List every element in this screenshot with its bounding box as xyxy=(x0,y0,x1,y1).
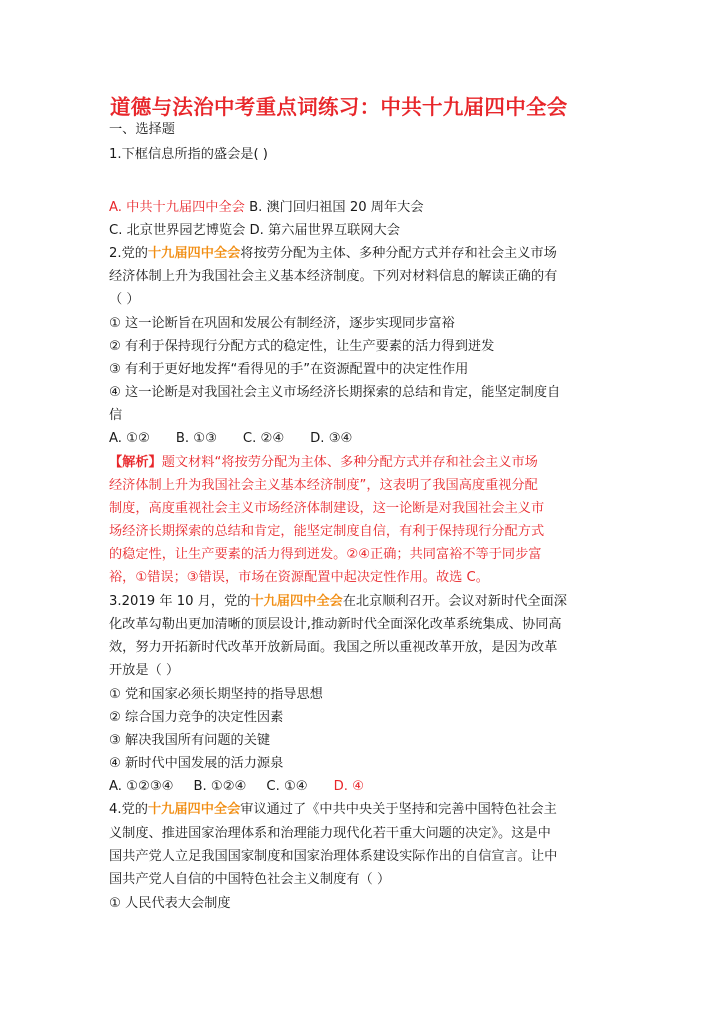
q3-option-c: C. ①④ xyxy=(266,779,308,794)
q4-stem-prefix: 4.党的 xyxy=(109,802,148,817)
q2-item-4-line2: 信 xyxy=(109,408,123,423)
q3-option-d: D. ④ xyxy=(333,779,364,794)
q3-item-4: ④ 新时代中国发展的活力源泉 xyxy=(109,756,284,771)
q3-item-2: ② 综合国力竞争的决定性因素 xyxy=(109,710,284,725)
q2-stem-line2: 经济体制上升为我国社会主义基本经济制度。下列对材料信息的解读正确的有 xyxy=(109,269,558,284)
q2-stem-suffix: 将按劳分配为主体、多种分配方式并存和社会主义市场 xyxy=(240,246,557,261)
q2-analysis-line3: 制度，高度重视社会主义市场经济体制建设，这一论断是对我国社会主义市 xyxy=(109,501,545,516)
q1-stem: 1.下框信息所指的盛会是( ) xyxy=(109,147,268,162)
q2-option-d: D. ③④ xyxy=(310,431,353,446)
q4-stem-line1 xyxy=(109,801,557,819)
q3-item-3: ③ 解决我国所有问题的关键 xyxy=(109,733,271,748)
q2-item-4-line1: ④ 这一论断是对我国社会主义市场经济长期探索的总结和肯定，能坚定制度自 xyxy=(109,385,561,400)
q2-option-c: C. ②④ xyxy=(242,431,285,446)
q1-options-ab xyxy=(109,199,424,217)
q2-stem-prefix: 2.党的 xyxy=(109,246,148,261)
q4-stem-line2: 义制度、推进国家治理体系和治理能力现代化若干重大问题的决定》。这是中 xyxy=(109,826,551,841)
q2-keyword: 十九届四中全会 xyxy=(147,246,241,261)
q3-keyword: 十九届四中全会 xyxy=(250,594,343,609)
q2-option-a: A. ①② xyxy=(109,431,150,446)
section-heading: 一、选择题 xyxy=(109,122,175,137)
q4-stem-line4: 国共产党人自信的中国特色社会主义制度有（ ） xyxy=(109,872,391,887)
q4-stem-suffix: 审议通过了《中共中央关于坚持和完善中国特色社会主 xyxy=(240,802,557,817)
q2-analysis-line5: 的稳定性，让生产要素的活力得到迸发。②④正确；共同富裕不等于同步富 xyxy=(109,547,542,562)
q2-analysis-line6: 裕，①错误；③错误，市场在资源配置中起决定性作用。故选 C。 xyxy=(109,570,489,585)
q2-item-3: ③ 有利于更好地发挥“看得见的手”在资源配置中的决定性作用 xyxy=(109,362,469,377)
q1-option-b: B. 澳门回归祖国 20 周年大会 xyxy=(244,200,424,215)
page-title: 道德与法治中考重点词练习：中共十九届四中全会 xyxy=(110,95,568,119)
q3-option-b: B. ①②④ xyxy=(193,779,247,794)
q3-item-1: ① 党和国家必须长期坚持的指导思想 xyxy=(109,687,323,702)
q3-stem-suffix: 在北京顺利召开。会议对新时代全面深 xyxy=(342,594,567,609)
q4-keyword: 十九届四中全会 xyxy=(147,802,241,817)
q2-options xyxy=(109,430,352,448)
q2-item-2: ② 有利于保持现行分配方式的稳定性，让生产要素的活力得到迸发 xyxy=(109,339,495,354)
q3-options xyxy=(109,778,364,796)
q1-option-a: A. 中共十九届四中全会 xyxy=(109,200,245,215)
q2-stem-line3: （ ） xyxy=(109,292,140,307)
analysis-tag: 【解析】 xyxy=(109,455,162,470)
q2-option-b: B. ①③ xyxy=(175,431,217,446)
q3-stem-line4: 开放是（ ） xyxy=(109,663,180,678)
q3-stem-line2: 化改革勾勒出更加清晰的顶层设计,推动新时代全面深化改革系统集成、协同高 xyxy=(109,617,562,632)
q3-option-a: A. ①②③④ xyxy=(109,779,174,794)
analysis-text-1: 题文材料“将按劳分配为主体、多种分配方式并存和社会主义市场 xyxy=(161,455,538,470)
q2-analysis-line1 xyxy=(109,454,538,472)
q4-stem-line3: 国共产党人立足我国国家制度和国家治理体系建设实际作出的自信宣言。让中 xyxy=(109,849,558,864)
q2-item-1: ① 这一论断旨在巩固和发展公有制经济，逐步实现同步富裕 xyxy=(109,316,455,331)
q3-stem-line1 xyxy=(109,593,567,611)
q4-item-1: ① 人民代表大会制度 xyxy=(109,896,231,911)
q3-stem-line3: 效，努力开拓新时代改革开放新局面。我国之所以重视改革开放，是因为改革 xyxy=(109,640,558,655)
q1-options-cd: C. 北京世界园艺博览会 D. 第六届世界互联网大会 xyxy=(109,223,400,238)
q2-analysis-line4: 场经济长期探索的总结和肯定，能坚定制度自信，有利于保持现行分配方式 xyxy=(109,524,545,539)
q3-stem-prefix: 3.2019 年 10 月，党的 xyxy=(109,594,251,609)
q2-analysis-line2: 经济体制上升为我国社会主义基本经济制度”，这表明了我国高度重视分配 xyxy=(109,478,538,493)
q2-stem-line1 xyxy=(109,245,557,263)
